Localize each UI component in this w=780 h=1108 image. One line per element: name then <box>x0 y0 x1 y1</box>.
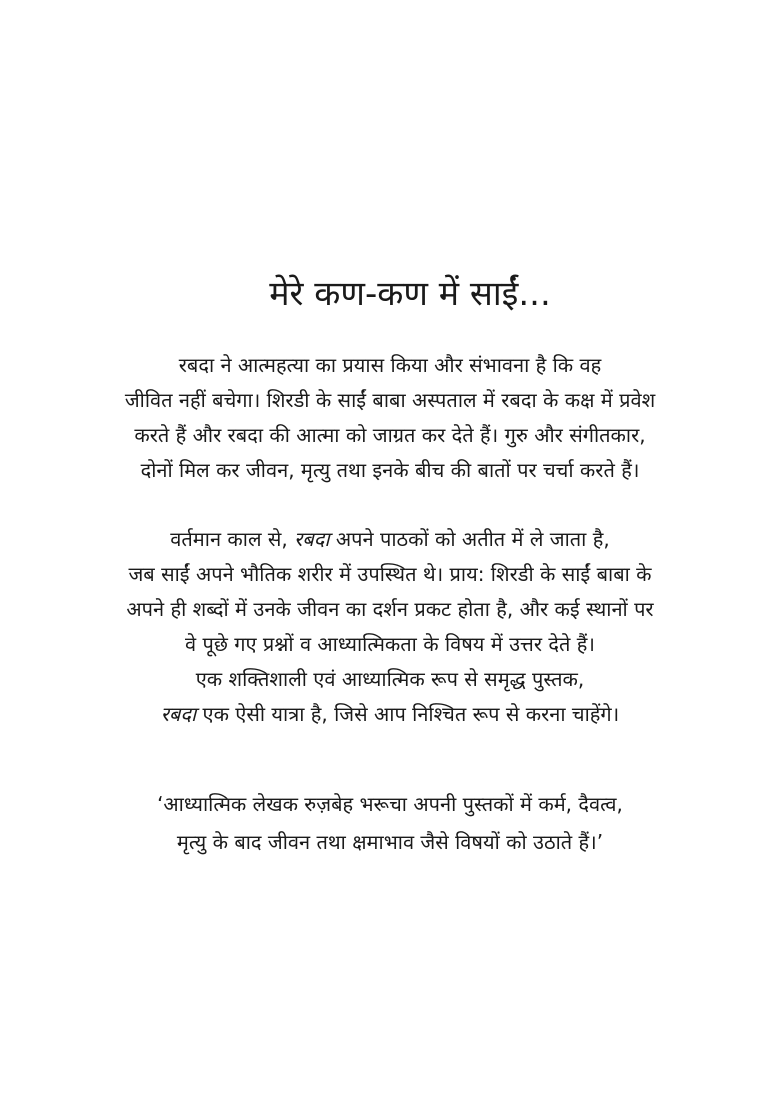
text-segment: वर्तमान काल से, <box>170 527 295 551</box>
text-line: करते हैं और रबदा की आत्मा को जाग्रत कर देते हैं। गुरु और संगीतकार, <box>134 423 646 447</box>
page-title: मेरे कण-कण में साईं... <box>269 274 551 314</box>
text-line: अपने ही शब्दों में उनके जीवन का दर्शन प्रकट होता है, और कई स्थानों पर <box>126 597 654 621</box>
text-line: रबदा ने आत्महत्या का प्रयास किया और संभावना है कि वह <box>178 353 602 377</box>
synopsis-paragraph <box>40 348 740 488</box>
text-line: जब साईं अपने भौतिक शरीर में उपस्थित थे। प्राय: शिरडी के साईं बाबा के <box>128 562 652 586</box>
quote-paragraph <box>40 785 740 861</box>
book-title-italic: रबदा <box>294 527 330 551</box>
text-line: एक शक्तिशाली एवं आध्यात्मिक रूप से समृद्ध पुस्तक, <box>195 667 585 691</box>
text-line: दोनों मिल कर जीवन, मृत्यु तथा इनके बीच की बातों पर चर्चा करते हैं। <box>140 458 640 482</box>
text-line <box>40 697 740 732</box>
text-line: जीवित नहीं बचेगा। शिरडी के साईं बाबा अस्पताल में रबदा के कक्ष में प्रवेश <box>124 388 656 412</box>
quote-line: ‘आध्यात्मिक लेखक रुज़बेह भरूचा अपनी पुस्तकों में कर्म, दैवत्व, <box>157 792 623 816</box>
description-paragraph <box>40 522 740 732</box>
text-segment: एक ऐसी यात्रा है, जिसे आप निश्चित रूप से करना चाहेंगे। <box>196 702 620 726</box>
text-line: वे पूछे गए प्रश्नों व आध्यात्मिकता के विषय में उत्तर देते हैं। <box>185 632 595 656</box>
book-title-italic: रबदा <box>160 702 197 726</box>
quote-line: मृत्यु के बाद जीवन तथा क्षमाभाव जैसे विषयों को उठाते हैं।’ <box>176 830 604 854</box>
text-line <box>40 522 740 557</box>
text-segment: अपने पाठकों को अतीत में ले जाता है, <box>329 527 610 551</box>
